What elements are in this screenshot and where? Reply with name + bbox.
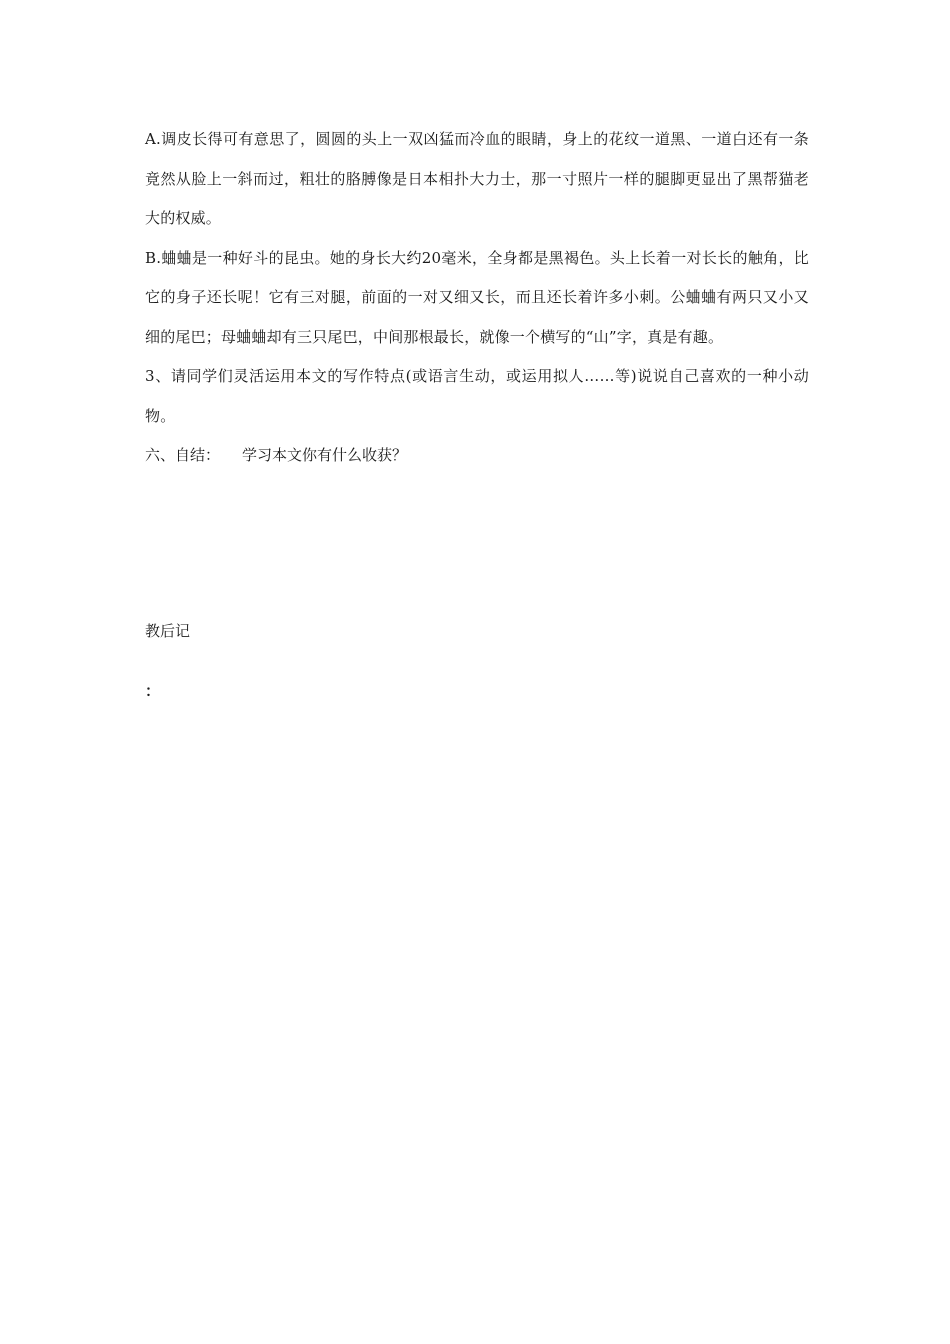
task-3-instruction: 3、请同学们灵活运用本文的写作特点(或语言生动，或运用拟人……等)说说自己喜欢的一种小动物。 bbox=[145, 367, 809, 425]
paragraph-a-cat-description: A.调皮长得可有意思了，圆圆的头上一双凶猛而冷血的眼睛，身上的花纹一道黑、一道白还有一条竟然从脸上一斜而过，粗壮的胳膊像是日本相扑大力士，那一寸照片一样的腿脚更显出了黑帮猫老大的权威。 bbox=[145, 130, 809, 227]
afterword-colon: ： bbox=[145, 682, 161, 700]
document-body bbox=[145, 120, 809, 476]
afterword-title: 教后记 bbox=[145, 622, 191, 640]
self-summary-question: 学习本文你有什么收获？ bbox=[242, 446, 408, 464]
self-summary-line bbox=[145, 436, 809, 476]
self-summary-label: 六、自结： bbox=[145, 446, 221, 464]
paragraph-b-cricket-description: B.蛐蛐是一种好斗的昆虫。她的身长大约20毫米，全身都是黑褐色。头上长着一对长长的触角，比它的身子还长呢！它有三对腿，前面的一对又细又长，而且还长着许多小刺。公蛐蛐有两只又小又细的尾巴；母蛐蛐却有三只尾巴，中间那根最长，就像一个横写的“山”字，真是有趣。 bbox=[145, 248, 809, 346]
